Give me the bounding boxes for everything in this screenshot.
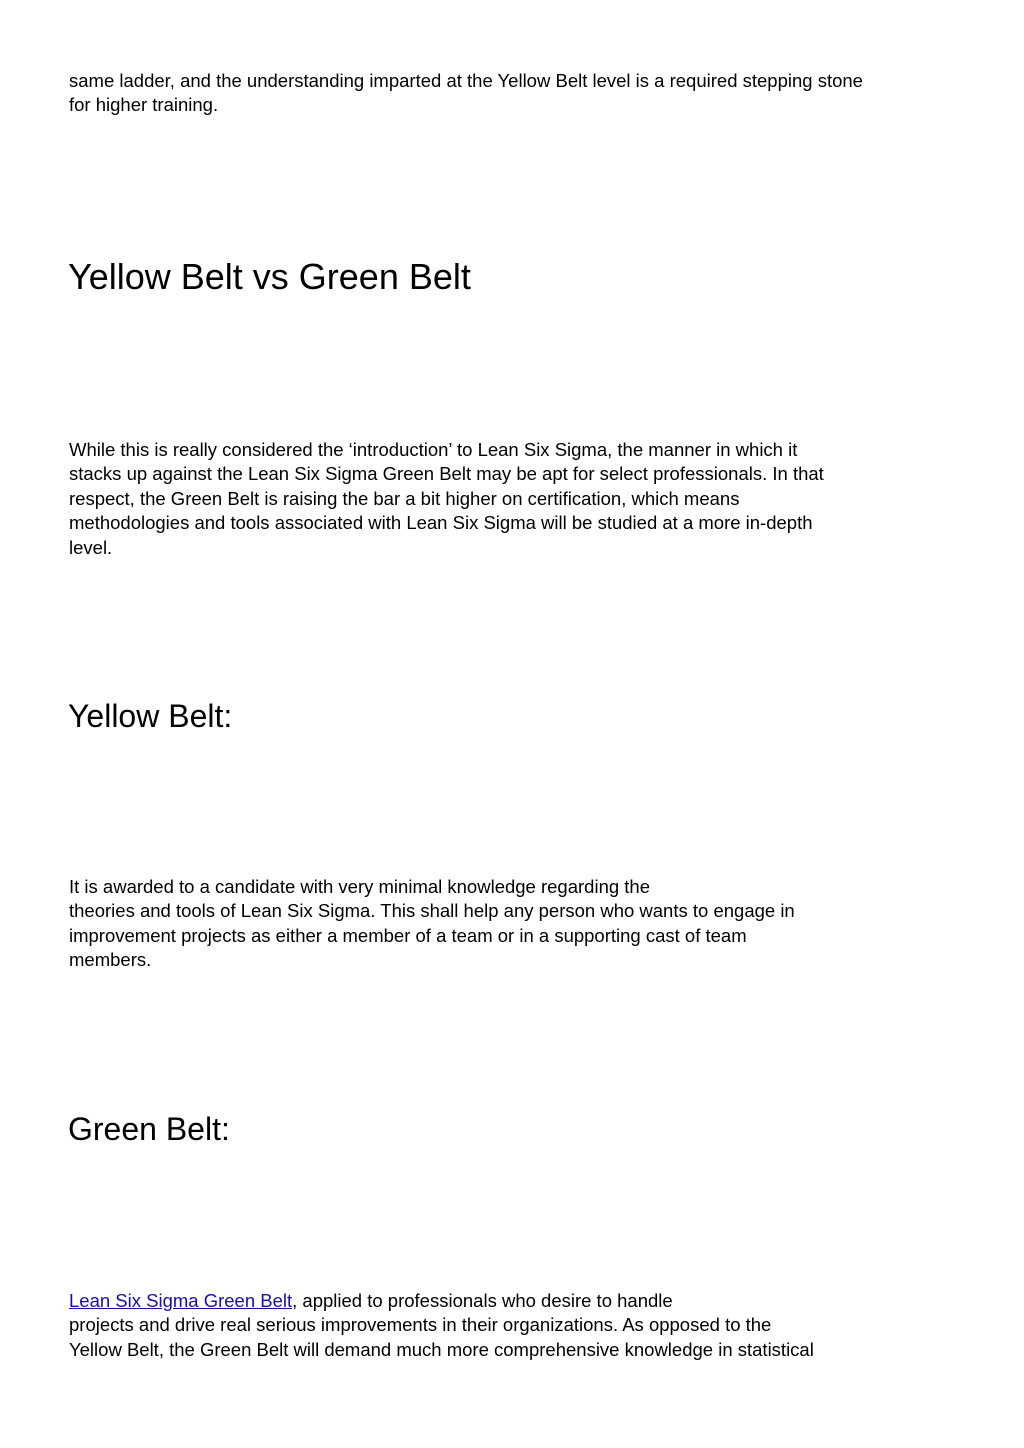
- paragraph-line: methodologies and tools associated with Lean Six Sigma will be studied at a more in-depth: [69, 512, 813, 534]
- section-heading-green-belt: Green Belt:: [68, 1111, 230, 1147]
- paragraph-line: respect, the Green Belt is raising the bar a bit higher on certification, which means: [69, 487, 740, 509]
- section-heading-yellow-belt: Yellow Belt:: [68, 698, 233, 734]
- yellow-belt-paragraph: [69, 875, 795, 973]
- comparison-paragraph: [69, 438, 824, 560]
- green-belt-paragraph: [69, 1289, 814, 1362]
- paragraph-line: stacks up against the Lean Six Sigma Green Belt may be apt for select professionals. In that: [69, 463, 824, 485]
- paragraph-line: same ladder, and the understanding imparted at the Yellow Belt level is a required stepping stone: [69, 70, 863, 91]
- paragraph-line: projects and drive real serious improvements in their organizations. As opposed to the: [69, 1314, 772, 1336]
- paragraph-line: [69, 1289, 814, 1313]
- paragraph-line: While this is really considered the ‘introduction’ to Lean Six Sigma, the manner in which it: [69, 439, 798, 460]
- green-belt-link[interactable]: Lean Six Sigma Green Belt: [69, 1290, 293, 1311]
- paragraph-line: It is awarded to a candidate with very minimal knowledge regarding the: [69, 876, 651, 897]
- section-heading-yellow-vs-green: Yellow Belt vs Green Belt: [68, 256, 471, 297]
- paragraph-line: members.: [69, 949, 152, 971]
- paragraph-line: level.: [69, 536, 113, 558]
- intro-continuation-paragraph: [69, 69, 863, 118]
- paragraph-line: theories and tools of Lean Six Sigma. This shall help any person who wants to engage in: [69, 900, 795, 922]
- paragraph-line: improvement projects as either a member of a team or in a supporting cast of team: [69, 924, 747, 946]
- link-line-rest: , applied to professionals who desire to handle: [292, 1290, 673, 1311]
- paragraph-line: for higher training.: [69, 94, 219, 116]
- paragraph-line: Yellow Belt, the Green Belt will demand much more comprehensive knowledge in statistical: [69, 1338, 814, 1360]
